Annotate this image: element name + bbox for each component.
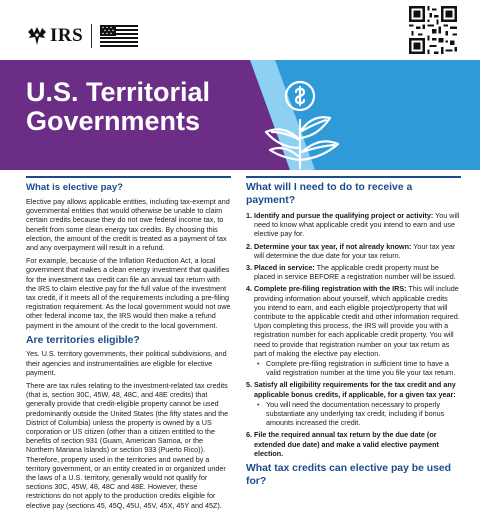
irs-logo bbox=[26, 24, 138, 48]
step-text: The applicable credit property must be placed in service BEFORE a registration number will be issued. bbox=[254, 263, 456, 282]
paragraph: There are tax rules relating to the investment-related tax credits (that is, section 30C, 45W, 48, 48C, and 48E credits) that generally provide that credit-eligible property cannot be used predominantly outside the United States (the fifty states and the District of Columbia) unless the property is owned by a US corporation or US citizen (other than a citizen entitled to the benefits of section 931 (Guam, American Samoa, or the Northern Mariana Islands) or section 933 (Puerto Rico)). Therefore, property used in the territories and owned by a territory government, or an entity created in or organized under the laws of a U.S. territory, generally would not qualify for sections 30C, 45W, 48, 48C and 48E. However, these restrictions do not apply to the production credits eligible for elective pay (sections 45, 45Q, 45U, 45V, 45X, 45Y and 45Z). bbox=[26, 380, 229, 510]
paragraph: For example, because of the Inflation Reduction Act, a local government that makes a clean energy investment that qualifies for the investment tax credit can file an annual tax return with the IRS to claim elective pay for the full value of the investment tax credit, if it meets all of the requirements including a pre-filing registration requirement. As the local government would not owe other federal income tax, the IRS would then make a refund payment in the amount of the credit to the local government. bbox=[26, 256, 231, 330]
logo-text: IRS bbox=[50, 25, 84, 46]
step-lead: Complete pre-filing registration with the IRS: bbox=[254, 284, 407, 294]
list-item bbox=[246, 380, 461, 427]
section-heading-block bbox=[26, 176, 231, 194]
step-text: You will need to know what applicable credit you intend to earn and use elective pay for. bbox=[254, 211, 460, 239]
steps-list bbox=[246, 211, 461, 458]
us-flag-icon bbox=[100, 25, 138, 47]
list-item bbox=[246, 430, 461, 458]
step-number: 4. bbox=[246, 284, 252, 294]
list-item bbox=[246, 242, 461, 260]
heading-rule bbox=[246, 176, 461, 178]
heading-what-is-elective-pay: What is elective pay? bbox=[26, 182, 124, 193]
step-lead: Identify and pursue the qualifying project or activity: bbox=[254, 211, 434, 220]
eagle-icon bbox=[26, 26, 48, 46]
sub-list-item bbox=[254, 400, 461, 428]
step-number: 2. bbox=[246, 241, 252, 251]
step-lead: Determine your tax year, if not already known: bbox=[254, 241, 412, 251]
paragraph: Elective pay allows applicable entities, including tax-exempt and governmental entities that would otherwise be unable to claim certain credits because they do not owe federal income tax, to benefit from some clean energy tax credits. By choosing this election, the amount of the credit is treated as a payment of tax and any overpayment will result in a refund. bbox=[26, 197, 230, 253]
step-lead: Satisfy all eligibility requirements for the tax credit and any applicable bonus credits, if applicable, for a given tax year: bbox=[254, 380, 456, 399]
section-heading-block bbox=[246, 176, 461, 207]
step-text: This will include providing information about yourself, which applicable credits you intend to earn, and each eligible project/property that will contribute to the applicable credit and other information required. Upon completing this process, the IRS will provide you with a registration number for each applicable credit property. You will need to provide that registration number on your tax return as part of making the elective pay election. bbox=[254, 284, 460, 358]
bullet-icon: • bbox=[257, 359, 260, 369]
sub-text: Complete pre-filing registration in sufficient time to have a valid registration number at the time you file your tax return. bbox=[266, 359, 456, 378]
page-title: U.S. Territorial Governments bbox=[26, 77, 211, 136]
sub-list-item bbox=[254, 359, 461, 377]
heading-rule bbox=[26, 176, 231, 178]
list-item bbox=[246, 211, 461, 239]
step-number: 3. bbox=[246, 263, 252, 273]
sub-list bbox=[254, 400, 461, 428]
list-item bbox=[246, 284, 461, 377]
step-number: 1. bbox=[246, 211, 252, 220]
step-text: Your tax year will determine the due date for your tax return. bbox=[254, 241, 456, 260]
qr-code[interactable] bbox=[409, 6, 457, 54]
heading-territories-eligible: Are territories eligible? bbox=[26, 334, 140, 346]
step-number: 5. bbox=[246, 380, 252, 390]
list-item bbox=[246, 263, 461, 281]
paragraph: Yes. U.S. territory governments, their political subdivisions, and their agencies and instrumentalities are eligible for elective payment. bbox=[26, 349, 227, 377]
sub-list bbox=[254, 359, 461, 377]
left-column bbox=[26, 176, 231, 514]
bullet-icon: • bbox=[257, 399, 260, 409]
sub-text: You will need the documentation necessary to properly substantiate any underlying tax credit, including if bonus amounts increased the credit. bbox=[266, 399, 445, 428]
heading-receive-payment: What will I need to do to receive a payment? bbox=[246, 182, 413, 206]
step-number: 6. bbox=[246, 430, 252, 440]
logo-divider bbox=[91, 24, 92, 48]
step-lead: Placed in service: bbox=[254, 263, 315, 273]
heading-which-credits: What tax credits can elective pay be used for? bbox=[246, 463, 452, 487]
right-column bbox=[246, 176, 461, 490]
page-header bbox=[0, 0, 480, 58]
step-lead: File the required annual tax return by the due date (or extended due date) and make a valid elective payment election. bbox=[254, 430, 439, 458]
